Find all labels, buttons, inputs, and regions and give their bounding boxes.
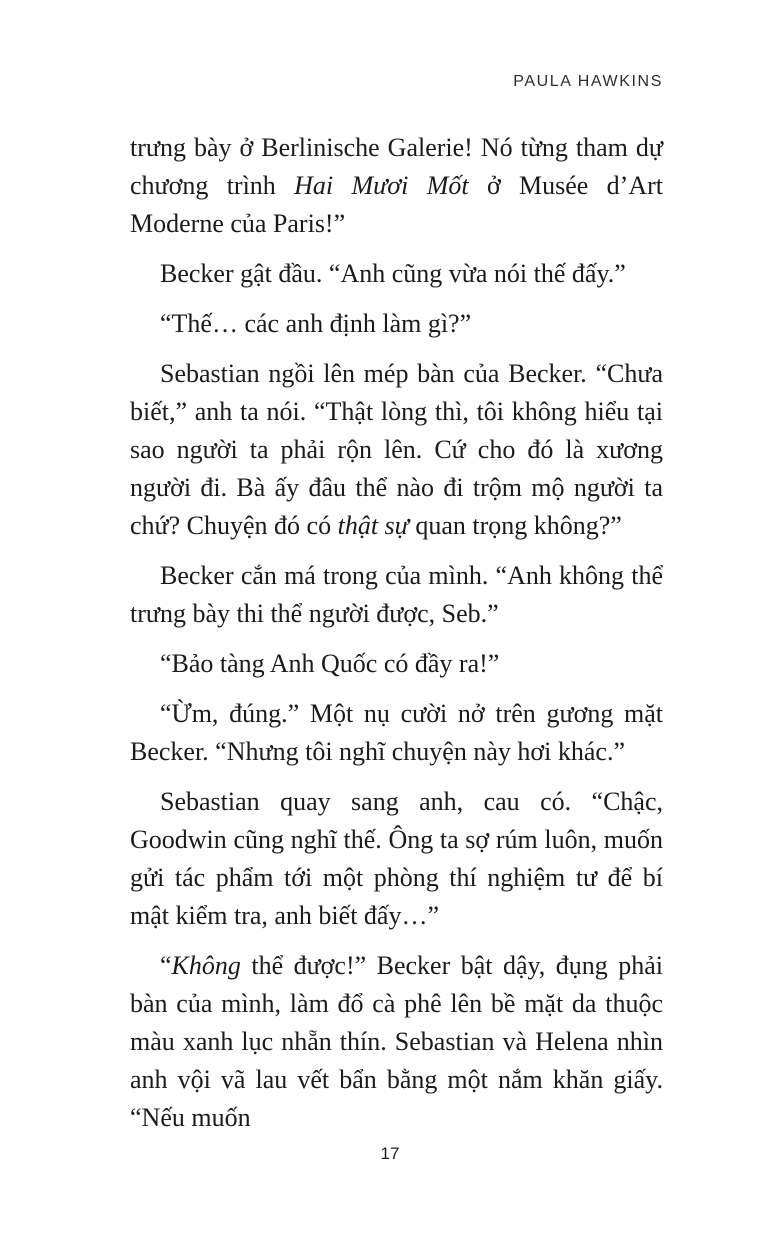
paragraph: [130, 557, 663, 633]
italic-text-segment: thật sự: [337, 511, 409, 540]
text-segment: “Ừm, đúng.” Một nụ cười nở trên gương mặt Becker. “Nhưng tôi nghĩ chuyện này hơi khác.”: [130, 699, 663, 766]
page-number: 17: [380, 1144, 400, 1163]
body-text: [130, 129, 663, 1137]
text-segment: quan trọng không?”: [408, 511, 622, 540]
running-header-author: PAULA HAWKINS: [513, 73, 663, 90]
text-segment: “: [160, 951, 172, 980]
text-segment: Becker cắn má trong của mình. “Anh không thể trưng bày thi thể người được, Seb.”: [130, 561, 663, 628]
text-segment: Becker gật đầu. “Anh cũng vừa nói thế đấy.”: [160, 259, 626, 288]
paragraph: [130, 305, 663, 343]
text-segment: thể được!” Becker bật dậy, đụng phải bàn của mình, làm đổ cà phê lên bề mặt da thuộc màu xanh lục nhẵn thín. Sebastian và Helena nhìn anh vội vã lau vết bẩn bằng một nắm khăn giấy. “Nếu muốn: [130, 951, 663, 1132]
paragraph: [130, 129, 663, 243]
paragraph: [130, 355, 663, 545]
paragraph: [130, 645, 663, 683]
text-segment: trưng bày ở Berlinische Galerie! Nó từng tham dự chương trình: [130, 133, 663, 200]
paragraph: [130, 783, 663, 935]
paragraph: [130, 255, 663, 293]
text-segment: Sebastian ngồi lên mép bàn của Becker. “Chưa biết,” anh ta nói. “Thật lòng thì, tôi không hiểu tại sao người ta phải rộn lên. Cứ cho đó là xương người đi. Bà ấy đâu thể nào đi trộm mộ người ta chứ? Chuyện đó có: [130, 359, 663, 540]
paragraph: [130, 947, 663, 1137]
italic-text-segment: Không: [171, 951, 241, 980]
paragraph: [130, 695, 663, 771]
text-segment: “Bảo tàng Anh Quốc có đầy ra!”: [160, 649, 500, 678]
italic-text-segment: Hai Mươi Mốt: [294, 171, 469, 200]
text-segment: ở Musée d’Art Moderne của Paris!”: [130, 171, 663, 238]
text-segment: “Thế… các anh định làm gì?”: [160, 309, 472, 338]
text-segment: Sebastian quay sang anh, cau có. “Chậc, Goodwin cũng nghĩ thế. Ông ta sợ rúm luôn, muốn gửi tác phẩm tới một phòng thí nghiệm tư để bí mật kiểm tra, anh biết đấy…”: [130, 787, 663, 930]
